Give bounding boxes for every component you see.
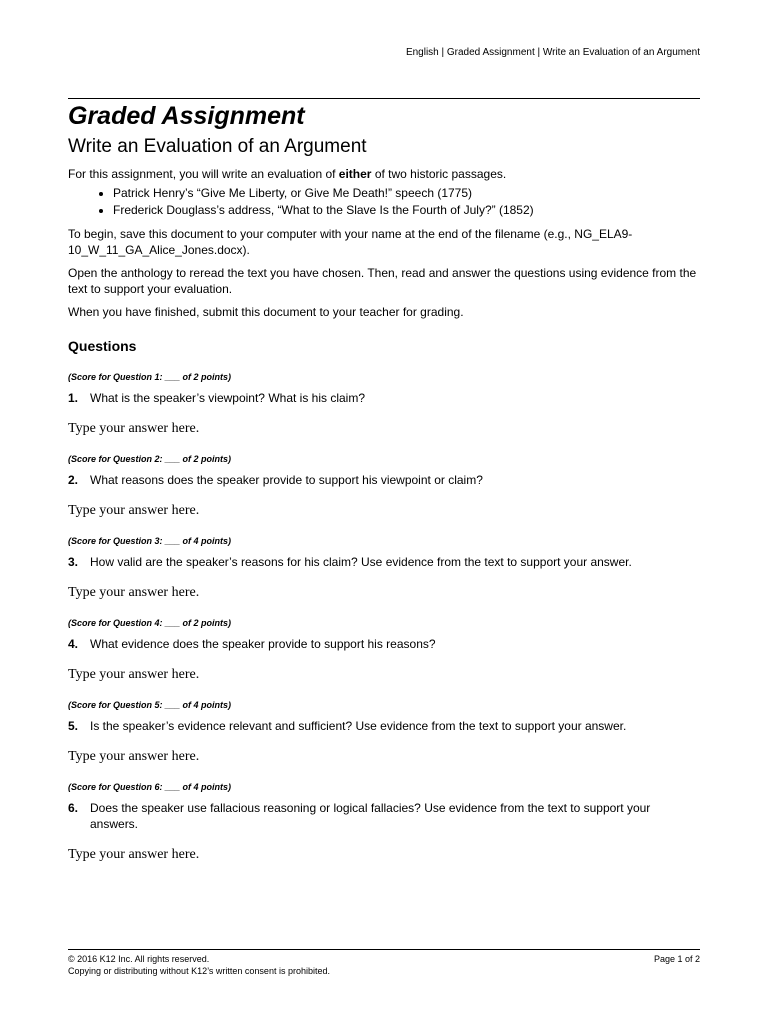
score-line: (Score for Question 3: ___ of 4 points)	[68, 536, 232, 546]
passage-item: • Patrick Henry’s “Give Me Liberty, or Give Me Death!” speech (1775)	[113, 185, 700, 202]
question-block	[68, 781, 700, 864]
document-title: Graded Assignment	[68, 102, 305, 130]
header-divider	[68, 98, 700, 99]
question-text: Is the speaker’s evidence relevant and sufficient? Use evidence from the text to support your answer.	[90, 719, 627, 733]
question-block	[68, 699, 700, 766]
question-number: 6.	[68, 801, 79, 815]
question-text: What reasons does the speaker provide to support his viewpoint or claim?	[90, 473, 483, 487]
copyright-text: © 2016 K12 Inc. All rights reserved.	[68, 954, 210, 964]
question-number: 2.	[68, 473, 79, 487]
question	[68, 554, 700, 570]
answer-field[interactable]: Type your answer here.	[68, 585, 200, 600]
passage-list	[68, 185, 700, 219]
document-body	[68, 101, 700, 864]
question-block	[68, 371, 700, 438]
question-text: What evidence does the speaker provide to support his reasons?	[90, 637, 436, 651]
question-block	[68, 535, 700, 602]
instruction-paragraph: Open the anthology to reread the text you have chosen. Then, read and answer the questions using evidence from the text to support your evaluation.	[68, 266, 697, 296]
questions-heading: Questions	[68, 338, 137, 354]
answer-field[interactable]: Type your answer here.	[68, 667, 200, 682]
intro-emphasis: either	[338, 167, 372, 181]
question	[68, 472, 700, 488]
footer-divider	[68, 949, 700, 950]
score-line: (Score for Question 1: ___ of 2 points)	[68, 372, 232, 382]
question-text: Does the speaker use fallacious reasoning or logical fallacies? Use evidence from the text to support your answers.	[90, 801, 651, 831]
score-line: (Score for Question 5: ___ of 4 points)	[68, 700, 232, 710]
question-number: 5.	[68, 719, 79, 733]
passage-item: • Frederick Douglass’s address, “What to the Slave Is the Fourth of July?” (1852)	[113, 202, 700, 219]
question	[68, 718, 700, 734]
question-number: 4.	[68, 637, 79, 651]
instruction-paragraph: To begin, save this document to your computer with your name at the end of the filename (e.g., NG_ELA9-10_W_11_GA_Alice_Jones.docx).	[68, 227, 633, 257]
intro-paragraph	[68, 166, 700, 182]
running-header: English | Graded Assignment | Write an Evaluation of an Argument	[405, 47, 700, 58]
copying-notice: Copying or distributing without K12’s written consent is prohibited.	[68, 966, 330, 976]
score-line: (Score for Question 4: ___ of 2 points)	[68, 618, 232, 628]
question	[68, 636, 700, 652]
instruction-paragraph: When you have finished, submit this document to your teacher for grading.	[68, 305, 464, 319]
question-number: 3.	[68, 555, 79, 569]
answer-field[interactable]: Type your answer here.	[68, 421, 200, 436]
question-block	[68, 617, 700, 684]
question-block	[68, 453, 700, 520]
intro-text-start: For this assignment, you will write an evaluation of	[68, 167, 339, 181]
question	[68, 390, 700, 406]
intro-text-end: of two historic passages.	[371, 167, 507, 181]
answer-field[interactable]: Type your answer here.	[68, 749, 200, 764]
question-text: What is the speaker’s viewpoint? What is his claim?	[90, 391, 366, 405]
page-number: Page 1 of 2	[653, 954, 700, 964]
assignment-subtitle: Write an Evaluation of an Argument	[68, 136, 367, 157]
question-text: How valid are the speaker’s reasons for his claim? Use evidence from the text to support your answer.	[90, 555, 632, 569]
question-number: 1.	[68, 391, 79, 405]
answer-field[interactable]: Type your answer here.	[68, 503, 200, 518]
footer-legal	[68, 953, 330, 977]
question	[68, 800, 700, 832]
score-line: (Score for Question 2: ___ of 2 points)	[68, 454, 232, 464]
answer-field[interactable]: Type your answer here.	[68, 847, 200, 862]
score-line: (Score for Question 6: ___ of 4 points)	[68, 782, 232, 792]
